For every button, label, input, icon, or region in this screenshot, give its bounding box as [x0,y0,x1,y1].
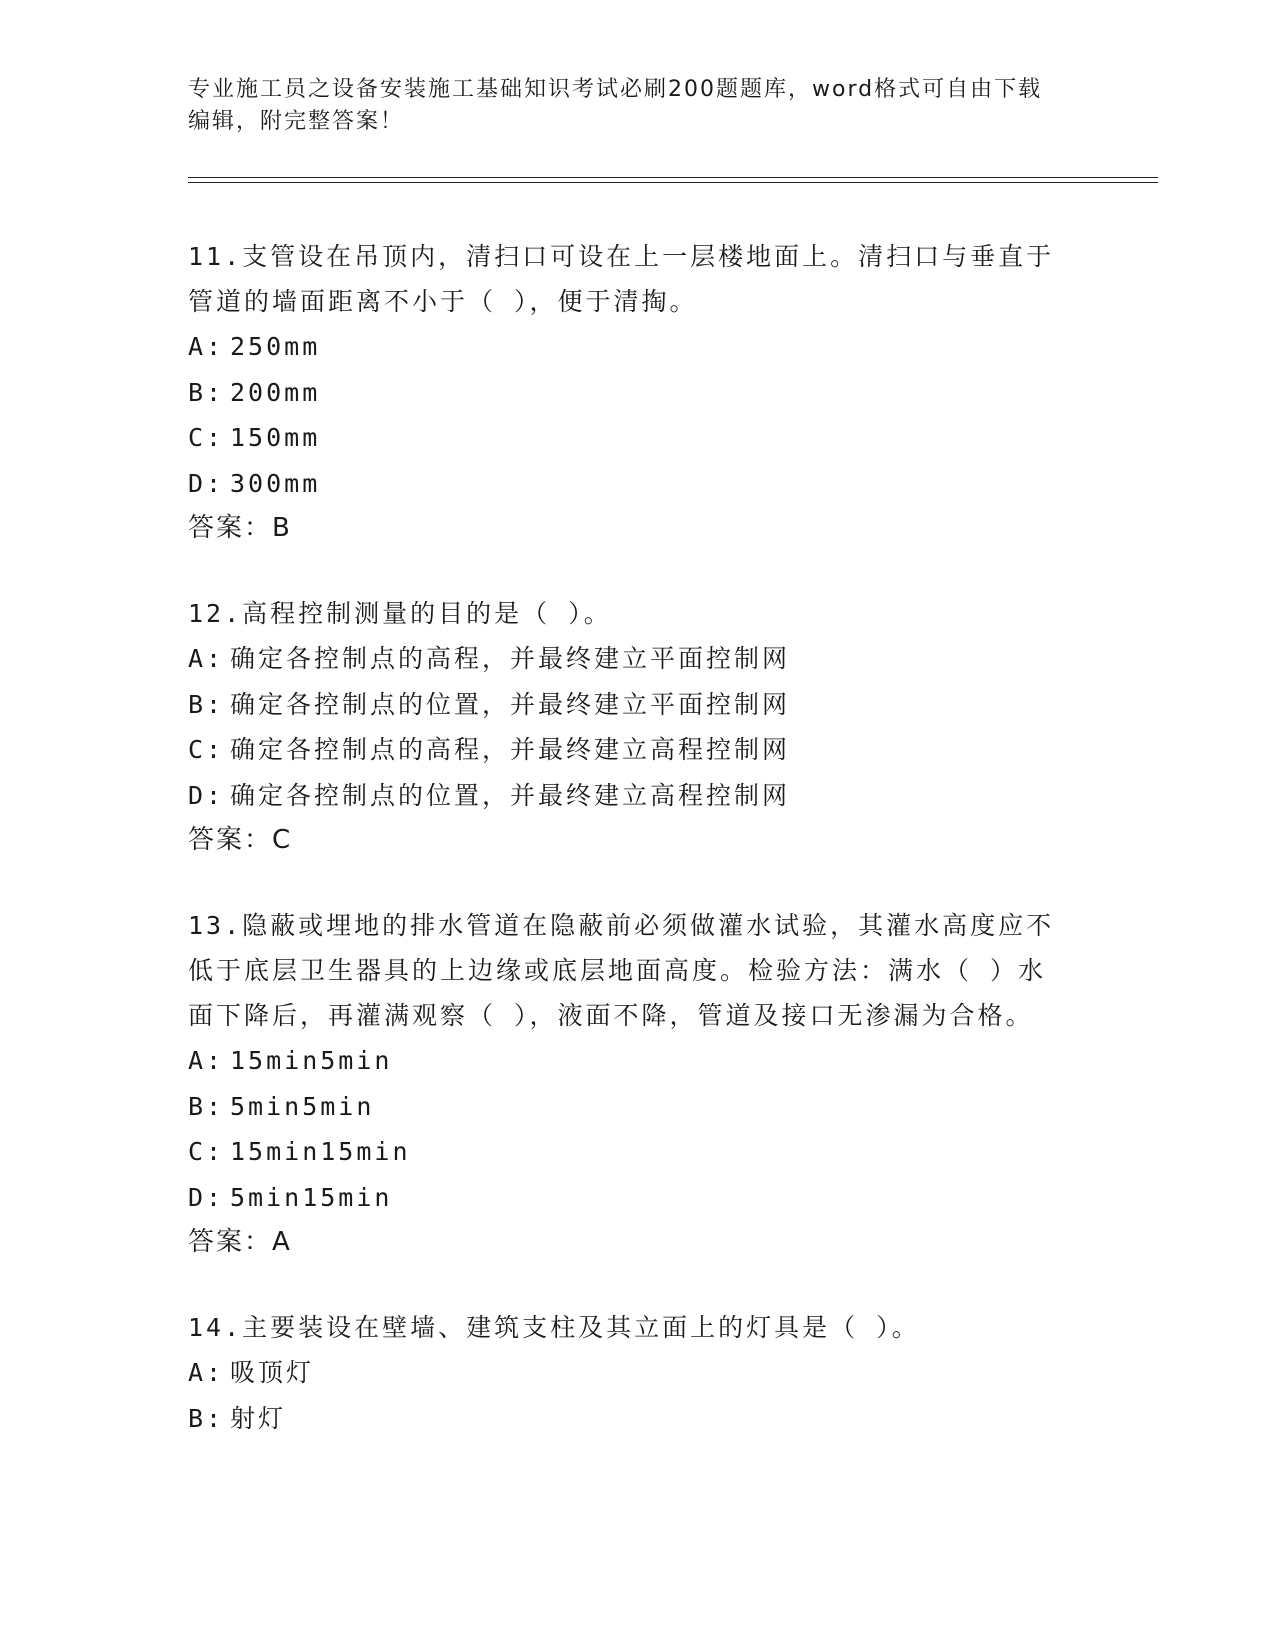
question-item [188,234,1088,551]
option-text: 吸顶灯 [230,1358,315,1387]
answer-line: 答案：A [188,1227,292,1257]
option-key: B: [188,1091,225,1121]
option-text: 确定各控制点的位置，并最终建立平面控制网 [230,689,791,719]
question-stem [188,1305,1088,1350]
option-key: B: [188,377,225,407]
question-item [188,1305,1088,1441]
option-key: C: [188,1137,225,1166]
header-divider [188,177,1158,183]
option-c [188,727,1088,773]
question-stem-line: 11.支管设在吊顶内，清扫口可设在上一层楼地面上。清扫口与垂直于 [188,242,1055,271]
answer-line: 答案：C [188,825,293,855]
option-text: 15min15min [230,1137,411,1166]
option-b [188,682,1088,728]
question-stem [188,234,1088,324]
question-stem-line: 管道的墙面距离不小于（ ），便于清掏。 [188,287,698,316]
option-text: 5min15min [230,1182,393,1212]
question-stem-line: 面下降后，再灌满观察（ ），液面不降，管道及接口无渗漏为合格。 [188,1001,1034,1030]
option-d [188,773,1088,819]
option-d [188,1175,1088,1221]
option-a [188,1038,1088,1084]
option-key: A: [188,332,225,361]
question-stem-line: 14.主要装设在壁墙、建筑支柱及其立面上的灯具是（ ）。 [188,1313,920,1342]
option-c [188,415,1088,461]
question-list [188,234,1088,1463]
answer-line: 答案：B [188,513,292,543]
question-stem [188,591,1088,636]
option-d [188,461,1088,507]
option-key: A: [188,1046,225,1075]
option-text: 250mm [230,332,321,361]
option-b [188,370,1088,416]
option-text: 确定各控制点的高程，并最终建立平面控制网 [230,644,791,673]
option-key: D: [188,468,225,498]
question-stem-line: 12.高程控制测量的目的是（ ）。 [188,599,612,628]
option-a [188,324,1088,370]
question-item [188,903,1088,1265]
option-a [188,1350,1088,1396]
option-key: D: [188,780,225,810]
option-key: C: [188,735,225,764]
question-stem [188,903,1088,1038]
option-text: 确定各控制点的位置，并最终建立高程控制网 [230,780,791,810]
option-text: 300mm [230,468,321,498]
option-text: 射灯 [230,1403,287,1433]
option-key: D: [188,1182,225,1212]
question-stem-line: 低于底层卫生器具的上边缘或底层地面高度。检验方法：满水（ ）水 [188,956,1047,985]
option-key: B: [188,689,225,719]
option-text: 150mm [230,423,321,452]
option-a [188,636,1088,682]
question-stem-line: 13.隐蔽或埋地的排水管道在隐蔽前必须做灌水试验，其灌水高度应不 [188,911,1055,940]
option-key: A: [188,644,225,673]
option-text: 200mm [230,377,321,407]
option-text: 5min5min [230,1091,375,1121]
option-text: 确定各控制点的高程，并最终建立高程控制网 [230,735,791,764]
divider-line-bottom [188,182,1158,183]
option-text: 15min5min [230,1046,393,1075]
document-header [188,74,1088,138]
option-key: A: [188,1358,225,1387]
header-line-1: 专业施工员之设备安装施工基础知识考试必刷200题题库，word格式可自由下载 [188,77,1043,102]
option-c [188,1129,1088,1175]
option-b [188,1084,1088,1130]
option-key: C: [188,423,225,452]
option-b [188,1396,1088,1442]
option-key: B: [188,1403,225,1433]
header-line-2: 编辑，附完整答案！ [188,109,405,134]
divider-line-top [188,177,1158,178]
question-item [188,591,1088,863]
